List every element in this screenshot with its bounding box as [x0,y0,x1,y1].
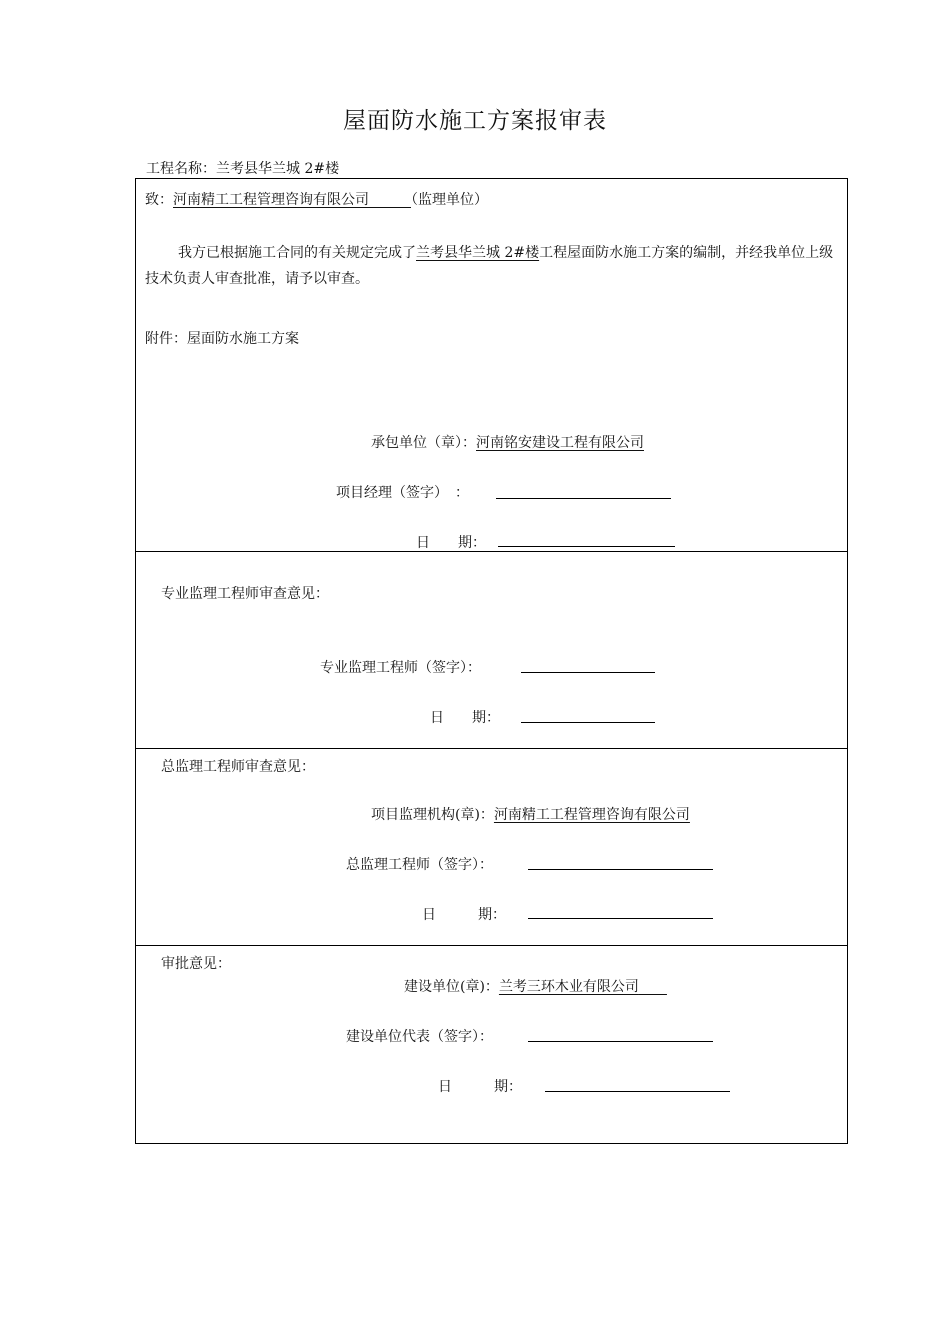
date-field[interactable] [545,1091,730,1092]
body-paragraph: 我方已根据施工合同的有关规定完成了兰考县华兰城 2#楼工程屋面防水施工方案的编制，并经我单位上级技术负责人审查批准，请予以审查。 [145,245,834,287]
row-divider [135,748,848,749]
underline-pad [639,979,667,995]
engineer-review-heading: 专业监理工程师审查意见： [161,586,329,602]
engineer-signature-field[interactable] [521,672,655,673]
project-ref: 兰考县华兰城 2#楼 [416,245,540,261]
engineer-label: 专业监理工程师（签字）： [320,660,481,676]
attachment-line: 附件：屋面防水施工方案 [145,331,299,347]
contractor-line [371,432,644,452]
owner-name: 兰考三环木业有限公司 [498,979,639,995]
chief-review-heading: 总监理工程师审查意见： [161,759,315,775]
row-divider [135,945,848,946]
date-label: 日 期： [438,1079,522,1095]
date-field[interactable] [521,722,655,723]
row-divider [135,551,848,552]
date-field[interactable] [498,546,675,547]
date-label: 日 期： [422,907,506,923]
contractor-name: 河南铭安建设工程有限公司 [476,435,644,451]
date-label: 日 期： [430,710,500,726]
rep-signature-field[interactable] [528,1041,713,1042]
date-field[interactable] [528,918,713,919]
project-name: 工程名称：兰考县华兰城 2#楼 [146,161,340,177]
manager-label: 项目经理（签字） ： [336,485,469,501]
manager-signature-field[interactable] [496,498,671,499]
supervisor-company: 河南精工工程管理咨询有限公司 [173,192,369,208]
addressee-prefix: 致： [145,192,173,208]
underline-pad [369,192,411,208]
chief-label: 总监理工程师（签字）： [346,857,493,873]
rep-label: 建设单位代表（签字）： [346,1029,493,1045]
owner-line [404,976,667,996]
org-label: 项目监理机构(章)： [371,807,494,823]
chief-signature-field[interactable] [528,869,713,870]
document-title: 屋面防水施工方案报审表 [343,108,607,134]
org-name: 河南精工工程管理咨询有限公司 [493,807,690,823]
supervision-org-line [371,804,690,824]
approval-heading: 审批意见： [161,956,231,972]
form-table [135,178,848,1144]
addressee-line [145,189,488,209]
date-label: 日 期： [416,535,486,551]
addressee-suffix: （监理单位） [411,192,488,208]
owner-label: 建设单位(章)： [404,979,499,995]
contractor-label: 承包单位（章）： [371,435,476,451]
